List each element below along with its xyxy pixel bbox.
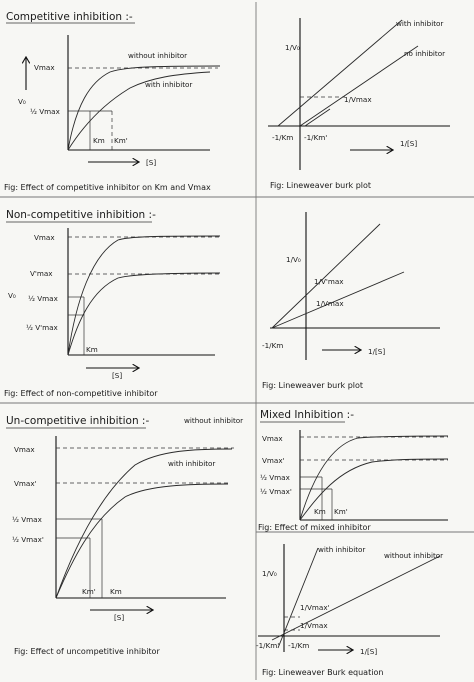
lb-x-label: 1/[S] <box>368 347 386 356</box>
uncompetitive-title: Un-competitive inhibition :- <box>6 415 150 427</box>
uncompetitive-panel <box>6 415 243 656</box>
lb-without-label: without inhibitor <box>384 551 444 560</box>
lb-neg-km2-label: -1/Km' <box>256 641 280 650</box>
without-inhibitor-curve <box>68 66 220 150</box>
noncompetitive-lb-panel <box>262 212 440 390</box>
km-label: Km <box>86 345 98 354</box>
sheet-grid <box>0 2 474 680</box>
km2-label: Km' <box>334 507 348 516</box>
s-axis-label: [S] <box>146 158 157 167</box>
vmax-label: Vmax <box>14 445 35 454</box>
competitive-lb-panel <box>268 18 450 190</box>
noncompetitive-panel <box>4 209 220 398</box>
lb-y-label: 1/V₀ <box>286 255 301 264</box>
half-vmax-label: ½ Vmax <box>28 294 58 303</box>
half-vmax-label: ½ Vmax <box>12 515 42 524</box>
half-vmax-label: ½ Vmax <box>260 473 290 482</box>
noncompetitive-caption: Fig: Effect of non-competitive inhibitor <box>4 389 158 398</box>
km-label: Km <box>314 507 326 516</box>
vmax-label: Vmax <box>34 233 55 242</box>
noncompetitive-title: Non-competitive inhibition :- <box>6 209 156 221</box>
without-inhibitor-line <box>272 556 440 640</box>
lb-x-label: 1/[S] <box>400 139 418 148</box>
lb-caption: Fig: Lineweaver Burk equation <box>262 668 384 677</box>
lb-caption: Fig: Lineweaver burk plot <box>262 381 364 390</box>
with-inhibitor-line <box>278 20 402 126</box>
vmax2-label: Vmax' <box>14 479 37 488</box>
lb-without-label: no inhibitor <box>404 49 446 58</box>
competitive-caption: Fig: Effect of competitive inhibitor on Km and Vmax <box>4 183 211 192</box>
with-inhibitor-label: with inhibitor <box>168 459 216 468</box>
lb-inv-vmax2-label: 1/Vmax' <box>300 603 330 612</box>
vmax-label: Vmax <box>34 63 55 72</box>
without-inhibitor-curve <box>68 236 220 355</box>
y-axis-label: V₀ <box>8 291 16 300</box>
lb-inv-vmax2-label: 1/V'max <box>314 277 344 286</box>
lb-ext <box>305 109 330 126</box>
s-axis-label: [S] <box>112 371 123 380</box>
km2-label: Km' <box>82 587 96 596</box>
y-axis-label: V₀ <box>18 97 26 106</box>
km-label: Km <box>93 136 105 145</box>
half-vmax-label: ½ Vmax <box>30 107 60 116</box>
lb-neg-km-label: -1/Km <box>288 641 310 650</box>
half-vmax2-label: ½ Vmax' <box>12 535 44 544</box>
lb-with-label: with inhibitor <box>318 545 366 554</box>
mixed-panel <box>258 409 448 532</box>
lb-neg-km-label: -1/Km <box>272 133 294 142</box>
mixed-lb-panel <box>256 544 443 677</box>
km2-label: Km' <box>114 136 128 145</box>
lb-with-label: with inhibitor <box>396 19 444 28</box>
mixed-title: Mixed Inhibition :- <box>260 409 355 421</box>
lb-neg-km-label: -1/Km <box>262 341 284 350</box>
without-inhibitor-label: without inhibitor <box>184 416 244 425</box>
mixed-caption: Fig: Effect of mixed inhibitor <box>258 523 371 532</box>
lb-inv-vmax-label: 1/Vmax <box>316 299 344 308</box>
competitive-title: Competitive inhibition :- <box>6 11 133 23</box>
lb-y-label: 1/V₀ <box>285 43 300 52</box>
with-inhibitor-curve <box>68 273 220 355</box>
without-inhibitor-label: without inhibitor <box>128 51 188 60</box>
lb-x-label: 1/[S] <box>360 647 378 656</box>
lb-inv-vmax-label: 1/Vmax <box>344 95 372 104</box>
lb-caption: Fig: Lineweaver burk plot <box>270 181 372 190</box>
lb-inv-vmax-label: 1/Vmax <box>300 621 328 630</box>
vmax-label: Vmax <box>262 434 283 443</box>
lb-y-label: 1/V₀ <box>262 569 277 578</box>
km-label: Km <box>110 587 122 596</box>
competitive-panel <box>4 11 220 192</box>
no-inhibitor-line <box>300 46 418 126</box>
uncompetitive-caption: Fig: Effect of uncompetitive inhibitor <box>14 647 160 656</box>
vmax2-label: Vmax' <box>262 456 285 465</box>
with-inhibitor-curve <box>56 484 228 598</box>
lb-neg-km2-label: -1/Km' <box>304 133 328 142</box>
half-vmax2-label: ½ V'max <box>26 323 58 332</box>
s-axis-label: [S] <box>114 613 125 622</box>
with-inhibitor-line <box>272 224 380 328</box>
with-inhibitor-label: with inhibitor <box>145 80 193 89</box>
without-inhibitor-curve <box>56 449 232 598</box>
half-vmax2-label: ½ Vmax' <box>260 487 292 496</box>
vmax2-label: V'max <box>30 269 53 278</box>
